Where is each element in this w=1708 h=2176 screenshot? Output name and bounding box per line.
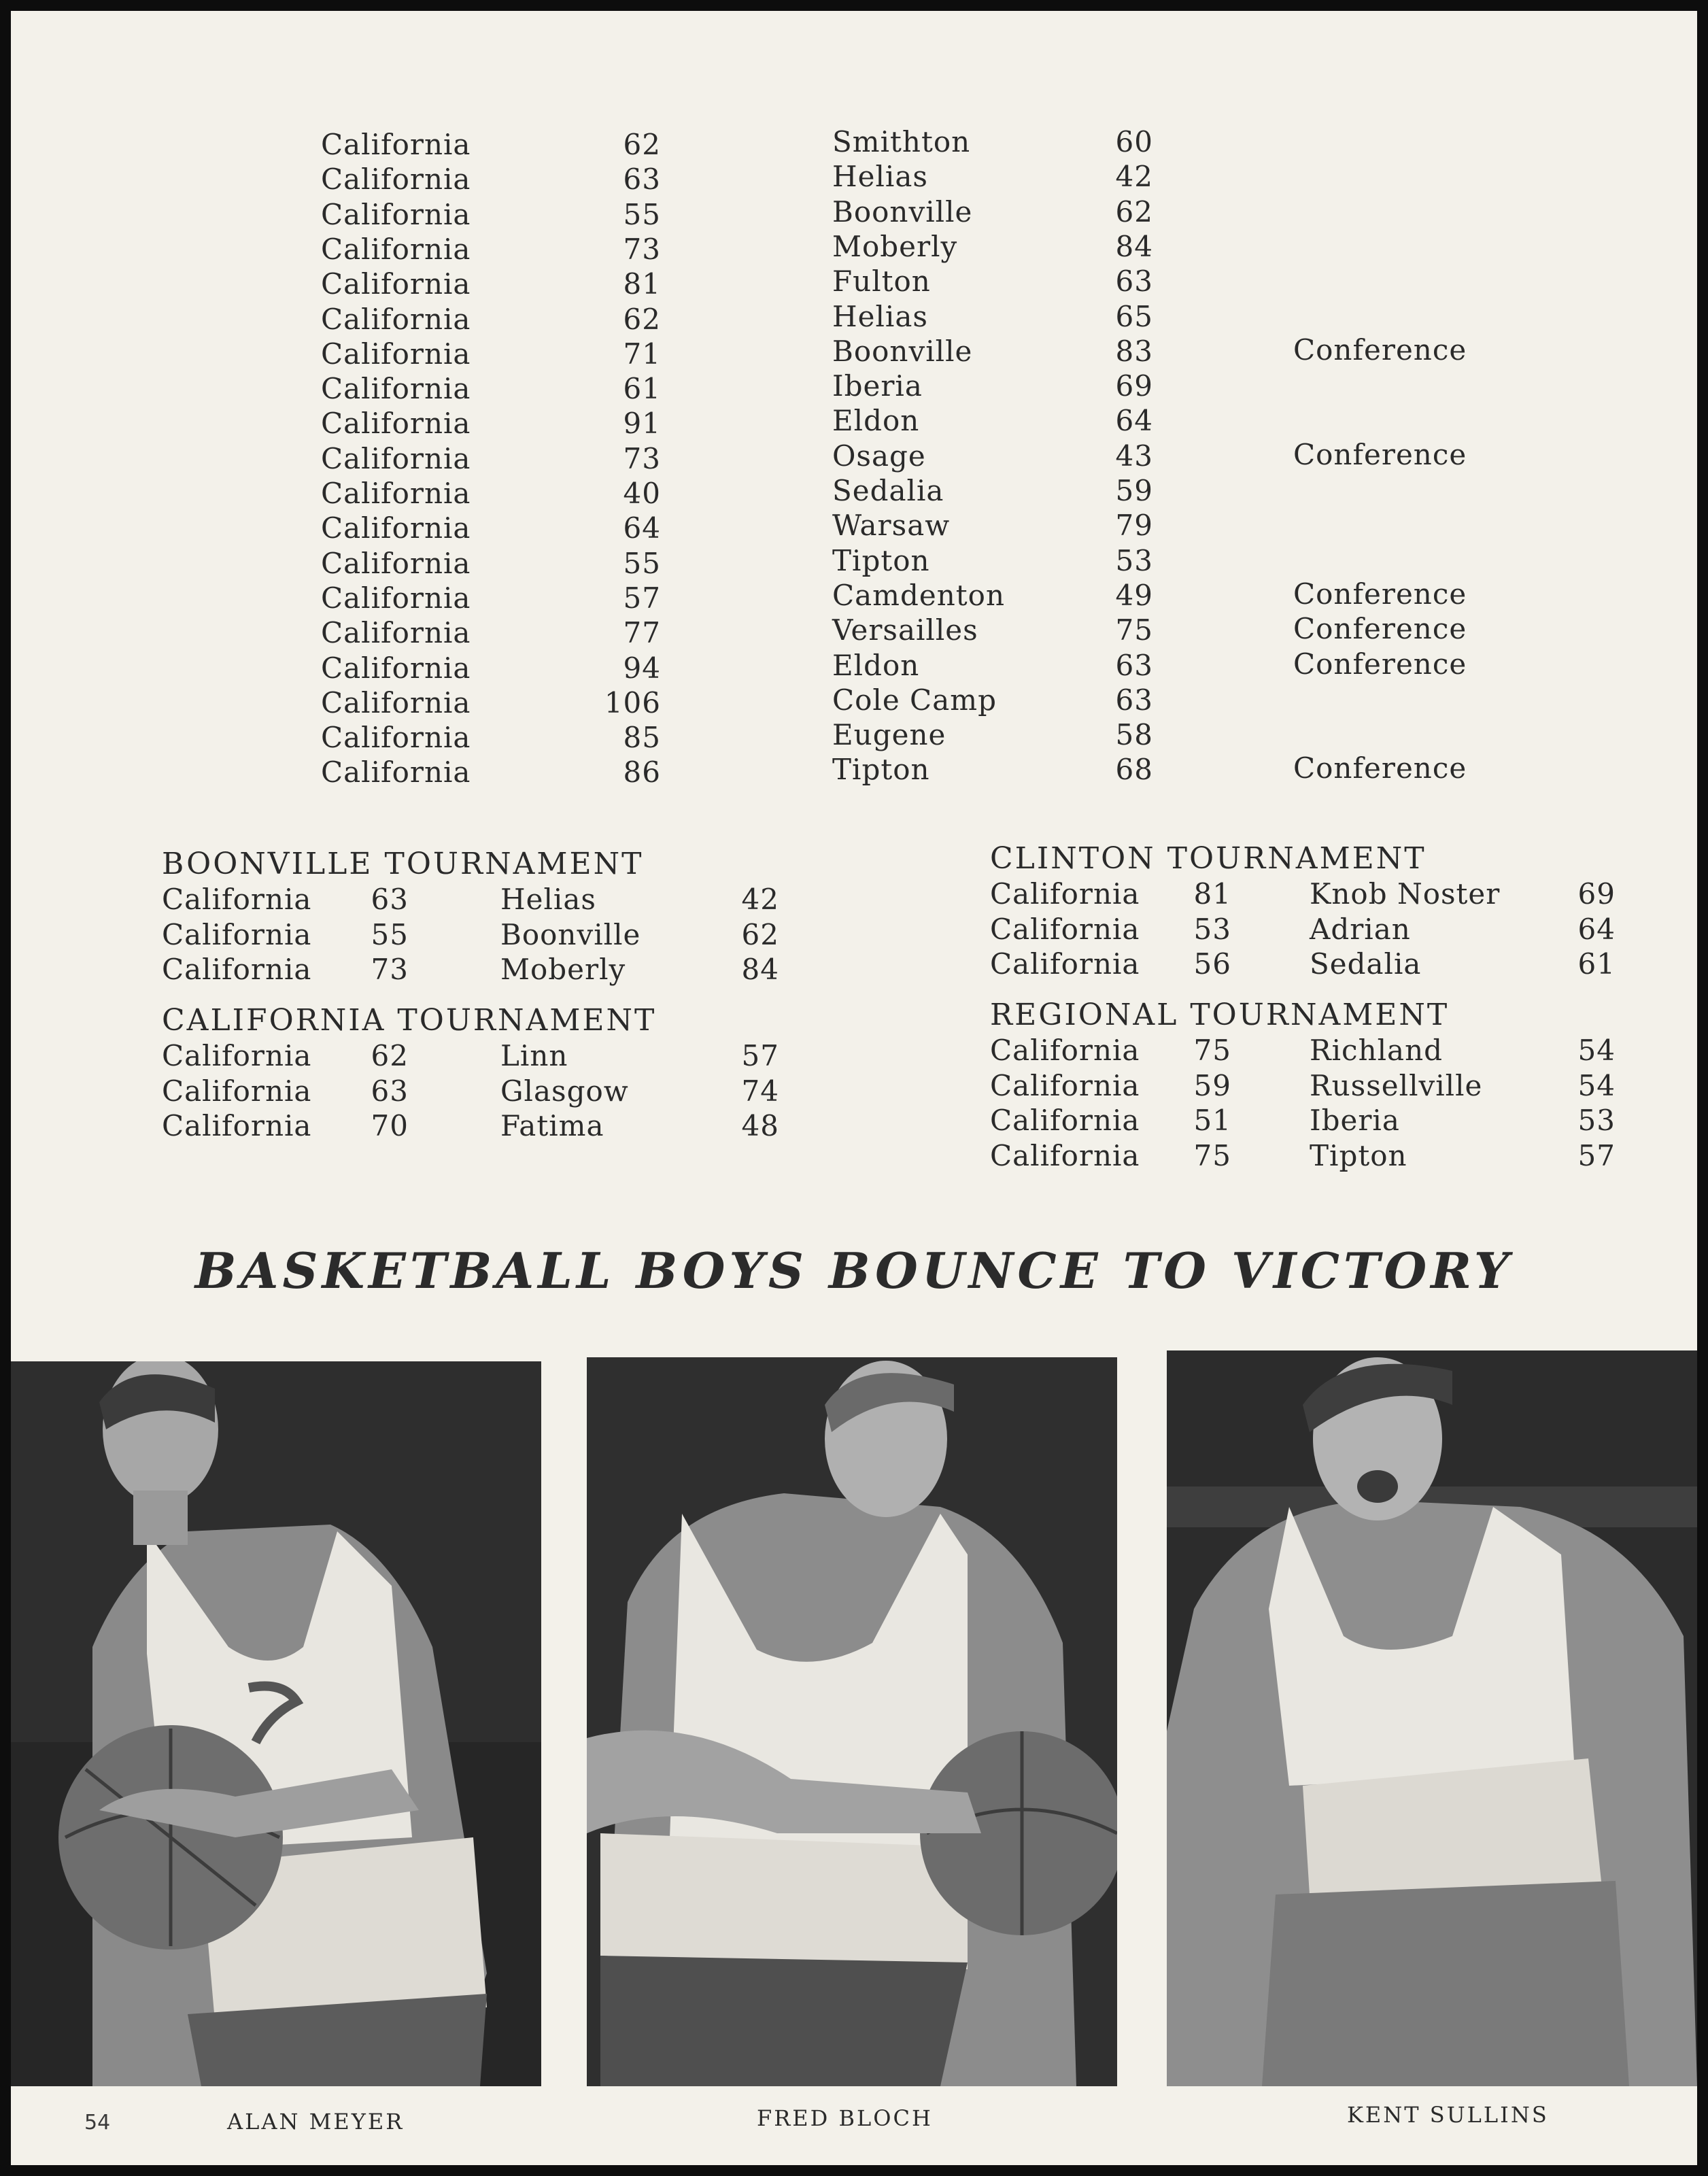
opponent-score: 75	[1115, 613, 1153, 647]
player-photo-kent-sullins	[1167, 1350, 1697, 2086]
conference-note: Conference	[1293, 577, 1467, 611]
tournament-title: REGIONAL TOURNAMENT	[990, 998, 1450, 1032]
opponent-name: Camdenton	[832, 578, 1006, 612]
caption-kent-sullins: KENT SULLINS	[1347, 2102, 1549, 2128]
caption-fred-bloch: FRED BLOCH	[757, 2105, 933, 2131]
team-score: 55	[371, 917, 409, 951]
team-name: California	[321, 685, 471, 719]
opponent-score: 57	[741, 1039, 779, 1072]
page-headline: BASKETBALL BOYS BOUNCE TO VICTORY	[194, 1242, 1514, 1299]
team-name: California	[321, 197, 471, 231]
team-name: California	[321, 372, 471, 406]
team-name: California	[321, 616, 471, 650]
team-score: 73	[371, 953, 409, 986]
opponent-score: 63	[1115, 648, 1153, 682]
opponent-name: Helias	[500, 883, 596, 916]
opponent-score: 54	[1577, 1068, 1616, 1102]
team-name: California	[162, 917, 312, 951]
opponent-name: Iberia	[832, 369, 923, 403]
opponent-score: 68	[1115, 753, 1153, 787]
team-score: 81	[1193, 877, 1231, 911]
team-name: California	[321, 163, 471, 197]
opponent-score: 63	[1115, 683, 1153, 717]
team-score: 81	[623, 267, 661, 301]
opponent-score: 84	[741, 953, 779, 986]
opponent-name: Sedalia	[1310, 947, 1422, 981]
team-score: 73	[623, 441, 661, 475]
opponent-name: Eugene	[832, 718, 946, 752]
opponent-score: 43	[1115, 439, 1153, 473]
opponent-score: 62	[741, 917, 779, 951]
opponent-name: Linn	[500, 1039, 568, 1072]
team-name: California	[321, 511, 471, 545]
opponent-score: 49	[1115, 578, 1153, 612]
team-score: 62	[371, 1039, 409, 1072]
opponent-name: Warsaw	[832, 509, 951, 543]
conference-note: Conference	[1293, 333, 1467, 367]
player-photo-alan-meyer	[11, 1361, 541, 2086]
opponent-score: 69	[1577, 877, 1616, 911]
opponent-name: Eldon	[832, 648, 920, 682]
team-name: California	[990, 1104, 1140, 1137]
team-score: 40	[623, 477, 661, 510]
opponent-score: 64	[1577, 912, 1616, 946]
opponent-name: Iberia	[1310, 1104, 1400, 1137]
team-name: California	[162, 883, 312, 916]
opponent-score: 42	[1115, 160, 1153, 194]
opponent-name: Boonville	[832, 334, 973, 368]
opponent-score: 61	[1577, 947, 1616, 981]
team-name: California	[321, 651, 471, 685]
team-name: California	[321, 441, 471, 475]
team-score: 62	[623, 302, 661, 336]
team-score: 75	[1193, 1138, 1231, 1172]
opponent-name: Helias	[832, 299, 928, 333]
opponent-name: Fulton	[832, 265, 931, 299]
opponent-score: 42	[741, 883, 779, 916]
conference-note: Conference	[1293, 612, 1467, 646]
opponent-name: Eldon	[832, 404, 920, 438]
opponent-score: 57	[1577, 1138, 1616, 1172]
team-score: 57	[623, 581, 661, 615]
team-name: California	[321, 337, 471, 371]
opponent-score: 84	[1115, 229, 1153, 263]
team-name: California	[990, 912, 1140, 946]
team-score: 63	[371, 1074, 409, 1108]
opponent-name: Knob Noster	[1310, 877, 1501, 911]
opponent-score: 48	[741, 1109, 779, 1142]
tournament-title: BOONVILLE TOURNAMENT	[162, 847, 644, 881]
team-name: California	[162, 1109, 312, 1142]
team-score: 63	[623, 163, 661, 197]
opponent-name: Tipton	[832, 543, 930, 577]
team-score: 55	[623, 546, 661, 580]
opponent-score: 74	[741, 1074, 779, 1108]
opponent-score: 63	[1115, 265, 1153, 299]
opponent-name: Fatima	[500, 1109, 604, 1142]
opponent-score: 53	[1577, 1104, 1616, 1137]
opponent-score: 59	[1115, 474, 1153, 507]
opponent-name: Smithton	[832, 125, 971, 158]
opponent-name: Sedalia	[832, 474, 944, 507]
opponent-name: Osage	[832, 439, 926, 473]
team-name: California	[990, 1068, 1140, 1102]
team-score: 53	[1193, 912, 1231, 946]
team-score: 75	[1193, 1034, 1231, 1067]
team-name: California	[321, 546, 471, 580]
opponent-score: 69	[1115, 369, 1153, 403]
team-name: California	[321, 581, 471, 615]
opponent-name: Adrian	[1310, 912, 1411, 946]
team-name: California	[990, 947, 1140, 981]
team-score: 63	[371, 883, 409, 916]
conference-note: Conference	[1293, 647, 1467, 681]
team-score: 94	[623, 651, 661, 685]
conference-note: Conference	[1293, 437, 1467, 471]
opponent-score: 64	[1115, 404, 1153, 438]
team-name: California	[990, 877, 1140, 911]
tournament-title: CALIFORNIA TOURNAMENT	[162, 1003, 657, 1038]
team-score: 61	[623, 372, 661, 406]
team-name: California	[321, 755, 471, 789]
team-name: California	[321, 721, 471, 755]
team-score: 62	[623, 128, 661, 161]
team-name: California	[321, 128, 471, 161]
team-name: California	[321, 232, 471, 266]
opponent-score: 60	[1115, 125, 1153, 158]
opponent-name: Helias	[832, 160, 928, 194]
opponent-name: Tipton	[832, 753, 930, 787]
team-score: 70	[371, 1109, 409, 1142]
opponent-score: 79	[1115, 509, 1153, 543]
player-photo-fred-bloch	[587, 1357, 1117, 2086]
opponent-name: Tipton	[1310, 1138, 1407, 1172]
team-score: 51	[1193, 1104, 1231, 1137]
opponent-name: Boonville	[832, 194, 973, 228]
opponent-score: 53	[1115, 543, 1153, 577]
team-name: California	[321, 267, 471, 301]
opponent-name: Richland	[1310, 1034, 1444, 1067]
team-name: California	[321, 477, 471, 510]
team-score: 86	[623, 755, 661, 789]
opponent-name: Versailles	[832, 613, 978, 647]
team-score: 106	[604, 685, 661, 719]
opponent-name: Moberly	[832, 229, 958, 263]
opponent-score: 62	[1115, 194, 1153, 228]
opponent-score: 83	[1115, 334, 1153, 368]
team-score: 64	[623, 511, 661, 545]
team-name: California	[162, 953, 312, 986]
opponent-name: Glasgow	[500, 1074, 629, 1108]
caption-alan-meyer: ALAN MEYER	[227, 2109, 405, 2135]
opponent-name: Boonville	[500, 917, 641, 951]
team-name: California	[162, 1039, 312, 1072]
opponent-score: 54	[1577, 1034, 1616, 1067]
team-name: California	[321, 302, 471, 336]
team-score: 71	[623, 337, 661, 371]
team-score: 91	[623, 407, 661, 441]
team-score: 73	[623, 232, 661, 266]
team-name: California	[162, 1074, 312, 1108]
opponent-score: 58	[1115, 718, 1153, 752]
opponent-score: 65	[1115, 299, 1153, 333]
page-number: 54	[84, 2111, 111, 2135]
team-score: 59	[1193, 1068, 1231, 1102]
team-score: 85	[623, 721, 661, 755]
tournament-title: CLINTON TOURNAMENT	[990, 841, 1427, 876]
team-name: California	[990, 1138, 1140, 1172]
team-score: 55	[623, 197, 661, 231]
team-name: California	[321, 407, 471, 441]
yearbook-page	[11, 11, 1697, 2165]
team-name: California	[990, 1034, 1140, 1067]
team-score: 56	[1193, 947, 1231, 981]
opponent-name: Moberly	[500, 953, 626, 986]
team-score: 77	[623, 616, 661, 650]
opponent-name: Russellville	[1310, 1068, 1483, 1102]
conference-note: Conference	[1293, 751, 1467, 785]
opponent-name: Cole Camp	[832, 683, 997, 717]
